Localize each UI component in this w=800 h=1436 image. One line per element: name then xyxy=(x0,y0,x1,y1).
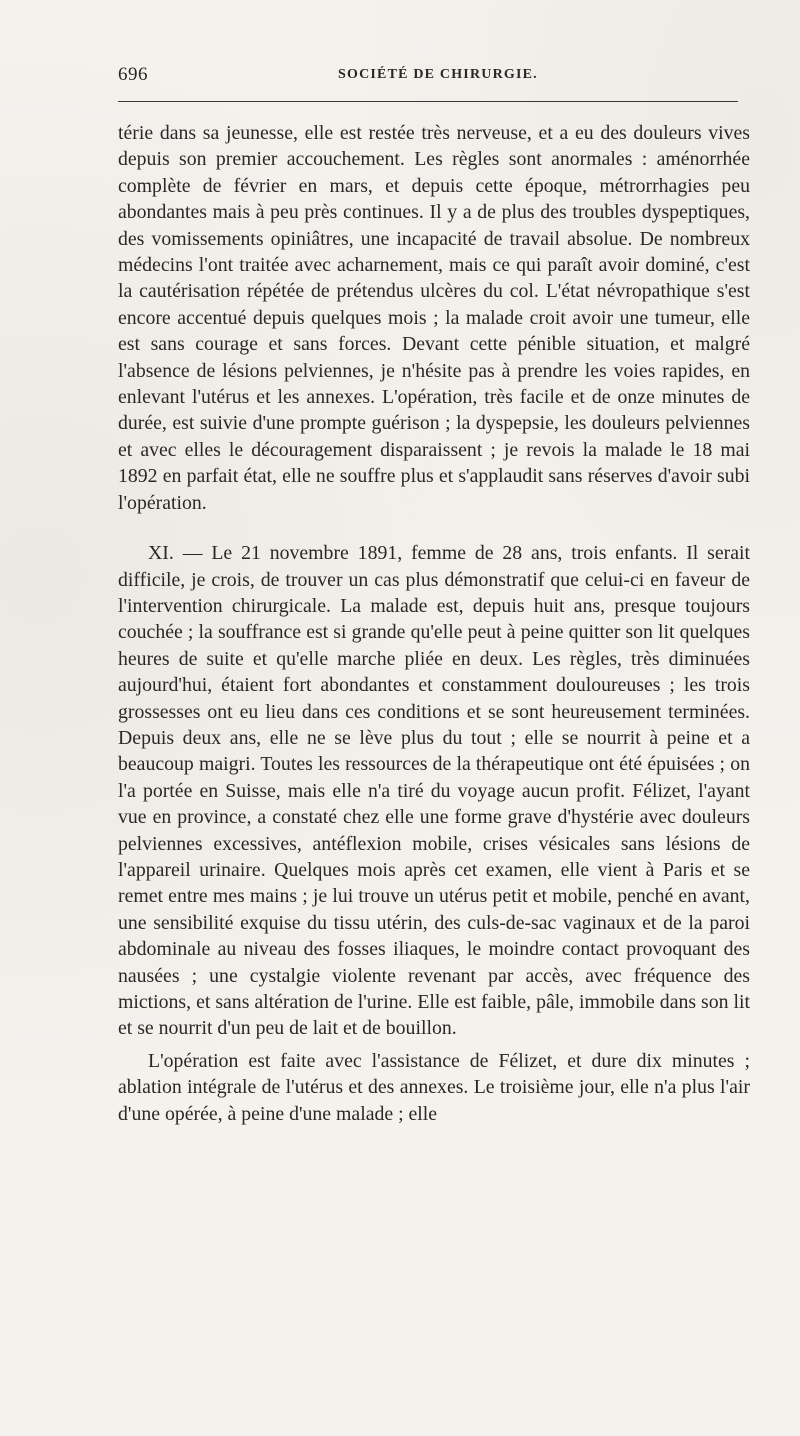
header-divider xyxy=(118,101,738,102)
running-title: SOCIÉTÉ DE CHIRURGIE. xyxy=(338,67,538,82)
paragraph-operation: L'opération est faite avec l'assistance de Félizet, et dure dix minutes ; ablation intégrale de l'utérus et des annexes. Le troisième jour, elle n'a plus l'air d'une opérée, à peine d'une malade ; elle xyxy=(118,1049,750,1125)
running-head xyxy=(118,64,738,92)
body-text xyxy=(118,120,750,1127)
page-number: 696 xyxy=(118,64,148,85)
paragraph-case-xi: XI. — Le 21 novembre 1891, femme de 28 ans, trois enfants. Il serait difficile, je crois, de trouver un cas plus démonstratif que celui-ci en faveur de l'intervention chirurgicale. La malade est, depuis huit ans, presque toujours couchée ; la souffrance est si grande qu'elle peut à peine quitter son lit quelques heures de suite et qu'elle marche pliée en deux. Les règles, très diminuées aujourd'hui, étaient fort abondantes et constamment douloureuses ; les trois grossesses ont eu lieu dans ces conditions et se sont heureusement terminées. Depuis deux ans, elle ne se lève plus du tout ; elle se nourrit à peine et a beaucoup maigri. Toutes les ressources de la thérapeutique ont été épuisées ; on l'a portée en Suisse, mais elle n'a tiré du voyage aucun profit. Félizet, l'ayant vue en province, a constaté chez elle une forme grave d'hystérie avec douleurs pelviennes excessives, antéflexion mobile, crises vésicales sans lésions de l'appareil urinaire. Quelques mois après cet examen, elle vient à Paris et se remet entre mes mains ; je lui trouve un utérus petit et mobile, penché en avant, une sensibilité exquise du tissu utérin, des culs-de-sac vaginaux et de la paroi abdominale au niveau des fosses iliaques, le moindre contact provoquant des nausées ; une cystalgie violente revenant par accès, avec fréquence des mictions, et sans altération de l'urine. Elle est faible, pâle, immobile dans son lit et se nourrit d'un peu de lait et de bouillon. xyxy=(118,542,750,1040)
paragraph-continuation: térie dans sa jeunesse, elle est restée très nerveuse, et a eu des douleurs vives depuis son premier accouchement. Les règles sont anormales : aménorrhée complète de février en mars, et depuis cette époque, métrorrhagies peu abondantes mais à peu près continues. Il y a de plus des troubles dyspeptiques, des vomissements opiniâtres, une incapacité de travail absolue. De nombreux médecins l'ont traitée avec acharnement, mais ce qui paraît avoir dominé, c'est la cautérisation répétée de prétendus ulcères du col. L'état névropathique s'est encore accentué depuis quelques mois ; la malade croit avoir une tumeur, elle est sans courage et sans forces. Devant cette pénible situation, et malgré l'absence de lésions pelviennes, je n'hésite pas à prendre les voies rapides, en enlevant l'utérus et les annexes. L'opération, très facile et de onze minutes de durée, est suivie d'une prompte guérison ; la dyspepsie, les douleurs pelviennes et avec elles le découragement disparaissent ; je revois la malade le 18 mai 1892 en parfait état, elle ne souffre plus et s'applaudit sans réserves d'avoir subi l'opération. xyxy=(118,122,750,514)
